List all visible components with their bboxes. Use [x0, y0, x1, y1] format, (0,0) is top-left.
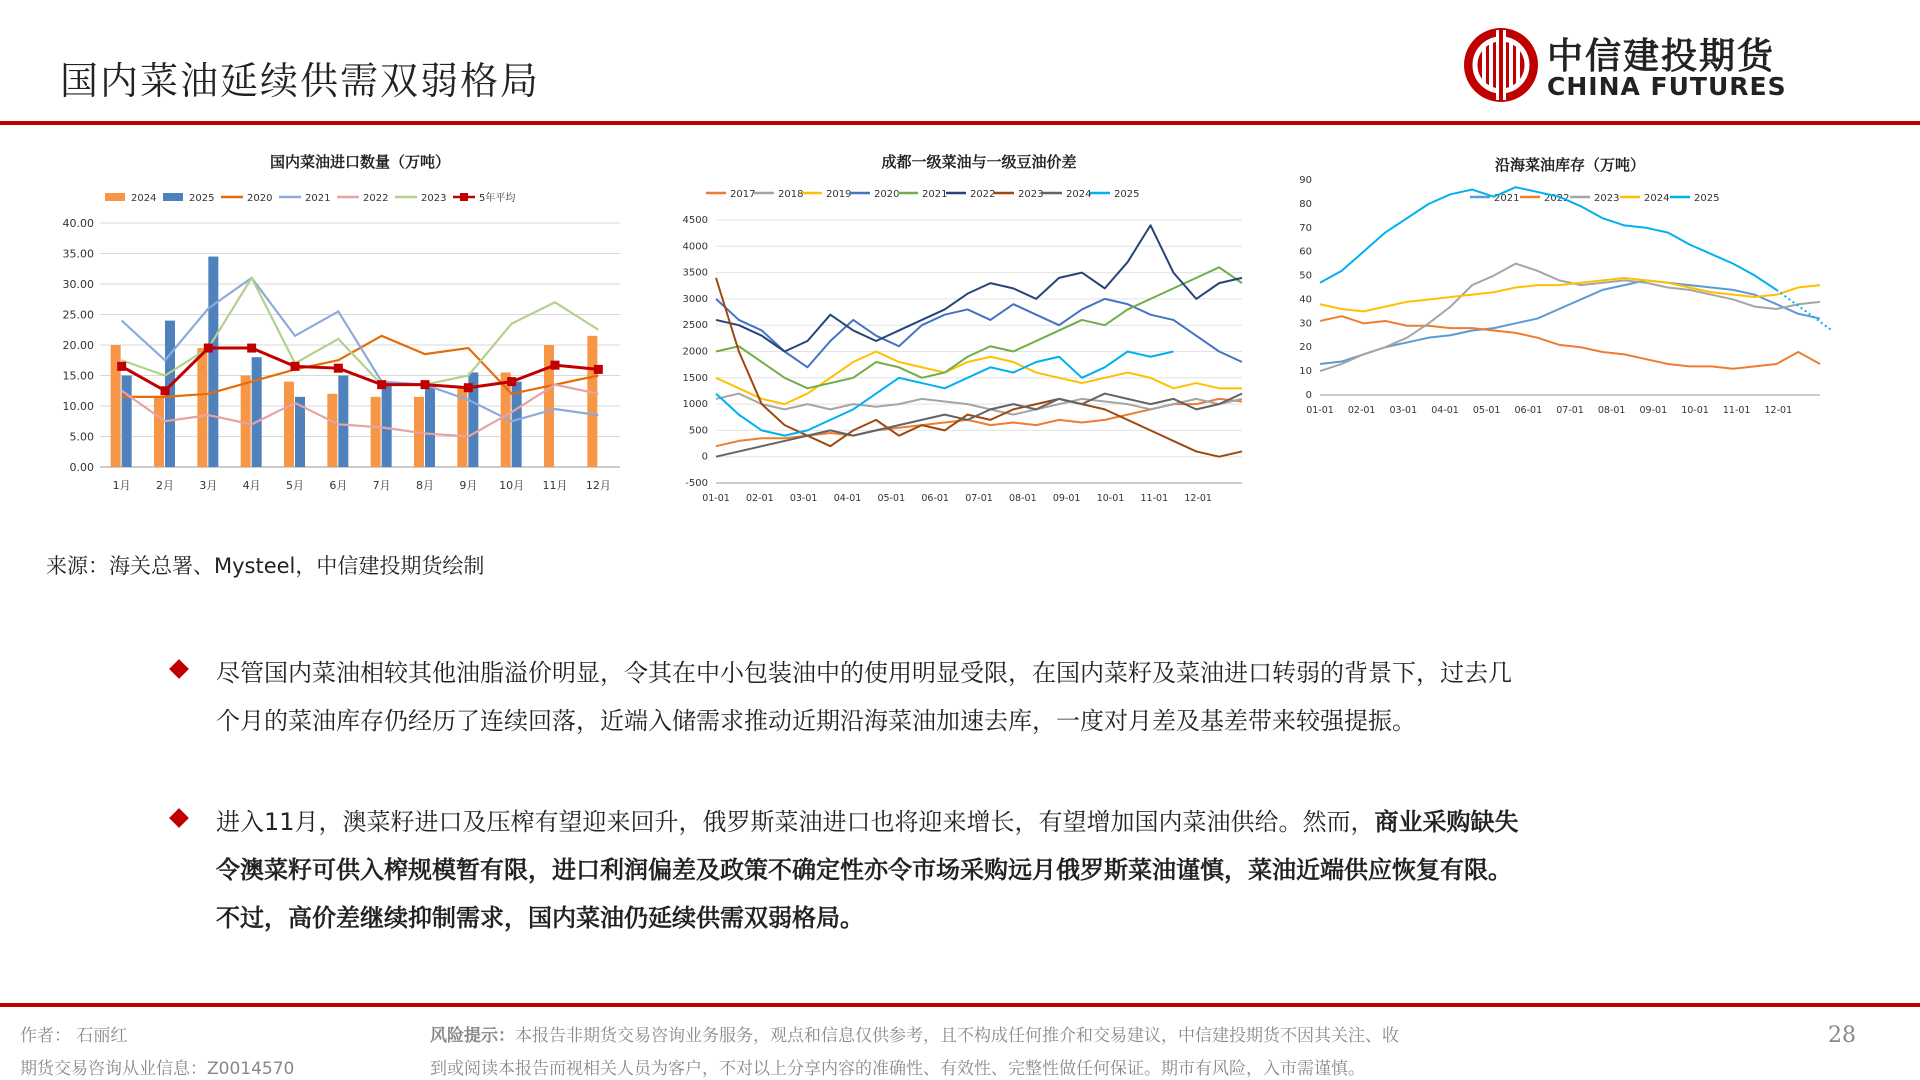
legend-label: 2021: [922, 189, 948, 200]
legend-label: 2024: [1066, 189, 1092, 200]
diamond-bullet-icon: [169, 659, 189, 679]
company-logo: [1462, 26, 1892, 104]
bar-2024: [197, 348, 207, 467]
chart-title: 国内菜油进口数量（万吨）: [269, 153, 451, 171]
series-line-5年平均: [122, 348, 599, 391]
legend-label: 2025: [1694, 193, 1720, 204]
y-tick-label: 2000: [682, 346, 708, 358]
footer-divider: [0, 1003, 1920, 1007]
y-tick-label: 30.00: [62, 278, 94, 291]
x-tick-label: 01-01: [702, 493, 730, 504]
data-point-5年平均: [507, 377, 516, 386]
y-tick-label: 40.00: [62, 217, 94, 230]
y-tick-label: 0.00: [69, 461, 94, 474]
legend-marker: [460, 193, 468, 201]
x-tick-label: 01-01: [1306, 405, 1334, 416]
bullet-line: 令澳菜籽可供入榨规模暂有限，进口利润偏差及政策不确定性亦令市场采购远月俄罗斯菜油谨慎，菜油近端供应恢复有限。: [216, 856, 1512, 884]
coastal-inventory-chart: [1290, 145, 1860, 510]
legend-label: 2017: [730, 189, 756, 200]
x-tick-label: 07-01: [965, 493, 993, 504]
legend-label: 2023: [421, 193, 447, 204]
y-tick-label: 1500: [682, 372, 708, 384]
risk-line-2: 到或阅读本报告而视相关人员为客户，不对以上分享内容的准确性、有效性、完整性做任何保证。期市有风险，入市需谨慎。: [430, 1059, 1365, 1079]
x-tick-label: 09-01: [1052, 493, 1081, 504]
x-tick-label: 11-01: [1722, 405, 1751, 416]
legend-label: 2024: [1644, 193, 1670, 204]
bar-2024: [587, 336, 597, 467]
bullet-line: [216, 802, 1519, 837]
legend-label: 2021: [305, 193, 331, 204]
x-tick-label: 08-01: [1597, 405, 1626, 416]
chart-title: 沿海菜油库存（万吨）: [1494, 156, 1646, 174]
y-tick-label: 10.00: [62, 400, 94, 413]
y-tick-label: 35.00: [62, 247, 94, 261]
y-tick-label: 500: [688, 425, 708, 437]
legend-label: 2022: [363, 193, 389, 204]
x-tick-label: 11-01: [1140, 493, 1169, 504]
risk-line-1: 本报告非期货交易咨询业务服务，观点和信息仅供参考，且不构成任何推介和交易建议，中信建投期货不因其关注、收: [515, 1026, 1399, 1046]
y-tick-label: 15.00: [62, 369, 94, 383]
x-tick-label: 05-01: [1472, 405, 1501, 416]
bar-2024: [327, 394, 337, 467]
x-tick-label: 10-01: [1681, 405, 1709, 416]
data-point-5年平均: [247, 344, 256, 353]
bar-2025: [208, 257, 218, 467]
data-point-5年平均: [377, 380, 386, 389]
bullet-text-bold: 商业采购缺失: [1374, 808, 1519, 836]
y-tick-label: 1000: [682, 399, 708, 411]
data-point-5年平均: [161, 386, 170, 395]
projection-line-2025: [1777, 290, 1832, 331]
bar-2024: [284, 382, 294, 467]
y-tick-label: 20: [1299, 342, 1312, 354]
risk-warning: [430, 1021, 1399, 1046]
header-divider: [0, 121, 1920, 125]
x-tick-label: 6月: [329, 479, 348, 492]
x-tick-label: 06-01: [921, 493, 949, 504]
legend-swatch: [163, 193, 183, 201]
y-tick-label: 90: [1299, 175, 1312, 186]
x-tick-label: 4月: [242, 479, 261, 492]
risk-label: 风险提示：: [430, 1026, 515, 1046]
y-tick-label: 10: [1299, 366, 1312, 378]
x-tick-label: 10-01: [1096, 493, 1125, 504]
legend-label: 2019: [826, 189, 852, 200]
x-tick-label: 04-01: [833, 493, 862, 504]
x-tick-label: 02-01: [1347, 405, 1376, 416]
bar-2025: [382, 382, 392, 467]
page-title: 国内菜油延续供需双弱格局: [60, 59, 541, 103]
series-line-2022: [716, 225, 1242, 351]
x-tick-label: 12-01: [1764, 405, 1793, 416]
y-tick-label: 70: [1299, 222, 1312, 234]
x-tick-label: 06-01: [1514, 405, 1543, 416]
bar-2024: [154, 397, 164, 467]
y-tick-label: 3000: [682, 293, 708, 305]
bullet-line: 不过，高价差继续抑制需求，国内菜油仍延续供需双弱格局。: [216, 904, 864, 932]
logo-cn-text: 中信建投期货: [1547, 36, 1776, 77]
legend-label: 2022: [1544, 193, 1570, 204]
series-line-2020: [716, 299, 1242, 367]
legend-label: 2023: [1018, 189, 1044, 200]
series-line-2023: [122, 278, 599, 385]
series-line-2021: [716, 267, 1242, 388]
series-line-2024: [1320, 278, 1820, 311]
x-tick-label: 12月: [585, 479, 611, 492]
data-point-5年平均: [291, 362, 300, 371]
legend-label: 2020: [874, 189, 900, 200]
series-line-2022: [122, 385, 599, 437]
legend-label: 2020: [247, 193, 273, 204]
legend-label: 2025: [189, 193, 215, 204]
data-point-5年平均: [594, 365, 603, 374]
x-tick-label: 2月: [156, 479, 174, 492]
bullet-line: 个月的菜油库存仍经历了连续回落，近端入储需求推动近期沿海菜油加速去库，一度对月差及基差带来较强提振。: [216, 707, 1416, 735]
price-spread-chart: [670, 145, 1270, 510]
y-tick-label: 80: [1299, 198, 1312, 210]
diamond-bullet-icon: [169, 808, 189, 828]
legend-label: 5年平均: [479, 193, 516, 204]
x-tick-label: 5月: [286, 479, 304, 492]
x-tick-label: 03-01: [1389, 405, 1418, 416]
license-info: 期货交易咨询从业信息：Z0014570: [20, 1059, 295, 1079]
legend-label: 2021: [1494, 193, 1520, 204]
x-tick-label: 04-01: [1431, 405, 1459, 416]
x-tick-label: 3月: [199, 479, 218, 492]
data-point-5年平均: [551, 361, 560, 370]
bar-2025: [252, 357, 262, 467]
bar-2025: [425, 388, 435, 467]
data-point-5年平均: [204, 344, 213, 353]
legend-label: 2023: [1594, 193, 1620, 204]
chart-title: 成都一级菜油与一级豆油价差: [881, 153, 1077, 171]
x-tick-label: 10月: [499, 479, 525, 492]
y-tick-label: 4500: [682, 215, 708, 226]
series-line-2023: [716, 278, 1242, 457]
series-line-2023: [1320, 264, 1820, 372]
legend-label: 2025: [1114, 189, 1140, 200]
x-tick-label: 1月: [112, 479, 131, 492]
y-tick-label: 20.00: [62, 339, 94, 352]
y-tick-label: 2500: [682, 320, 708, 332]
y-tick-label: 0: [701, 451, 708, 463]
x-tick-label: 03-01: [789, 493, 818, 504]
x-tick-label: 9月: [459, 479, 478, 492]
legend-label: 2024: [131, 193, 157, 204]
y-tick-label: 4000: [682, 241, 708, 253]
x-tick-label: 11月: [542, 479, 568, 492]
legend-swatch: [105, 193, 125, 201]
import-volume-chart: [40, 145, 640, 495]
y-tick-label: 5.00: [69, 430, 94, 444]
y-tick-label: 3500: [682, 267, 708, 279]
series-line-2024: [716, 394, 1242, 457]
y-tick-label: 0: [1305, 390, 1312, 401]
y-tick-label: 25.00: [62, 308, 94, 322]
y-tick-label: 50: [1299, 270, 1312, 282]
y-tick-label: -500: [685, 478, 708, 489]
bullet-text: 进入11月，澳菜籽进口及压榨有望迎来回升，俄罗斯菜油进口也将迎来增长，有望增加国内菜油供给。然而，: [216, 808, 1375, 836]
author: 作者： 石丽红: [20, 1026, 128, 1046]
data-point-5年平均: [117, 362, 126, 371]
x-tick-label: 8月: [416, 479, 434, 492]
bar-2025: [338, 376, 348, 468]
y-tick-label: 40: [1299, 294, 1312, 306]
data-point-5年平均: [464, 383, 473, 392]
x-tick-label: 7月: [372, 479, 391, 492]
x-tick-label: 07-01: [1556, 405, 1584, 416]
bullet-line: 尽管国内菜油相较其他油脂溢价明显，令其在中小包装油中的使用明显受限，在国内菜籽及菜油进口转弱的背景下，过去几: [216, 659, 1512, 687]
y-tick-label: 60: [1299, 246, 1312, 258]
source-note: 来源：海关总署、Mysteel，中信建投期货绘制: [46, 554, 485, 578]
legend-label: 2022: [970, 189, 996, 200]
bar-2024: [371, 397, 381, 467]
series-line-2021: [122, 278, 599, 421]
bar-2025: [122, 376, 132, 468]
logo-en-text: CHINA FUTURES: [1547, 72, 1787, 101]
x-tick-label: 02-01: [746, 493, 774, 504]
data-point-5年平均: [421, 380, 430, 389]
data-point-5年平均: [334, 364, 343, 373]
x-tick-label: 12-01: [1184, 493, 1212, 504]
citic-logo-icon: [1462, 26, 1540, 104]
page-number: 28: [1828, 1023, 1856, 1048]
legend-label: 2018: [778, 189, 804, 200]
x-tick-label: 09-01: [1639, 405, 1668, 416]
x-tick-label: 08-01: [1009, 493, 1037, 504]
x-tick-label: 05-01: [877, 493, 906, 504]
y-tick-label: 30: [1299, 318, 1312, 330]
